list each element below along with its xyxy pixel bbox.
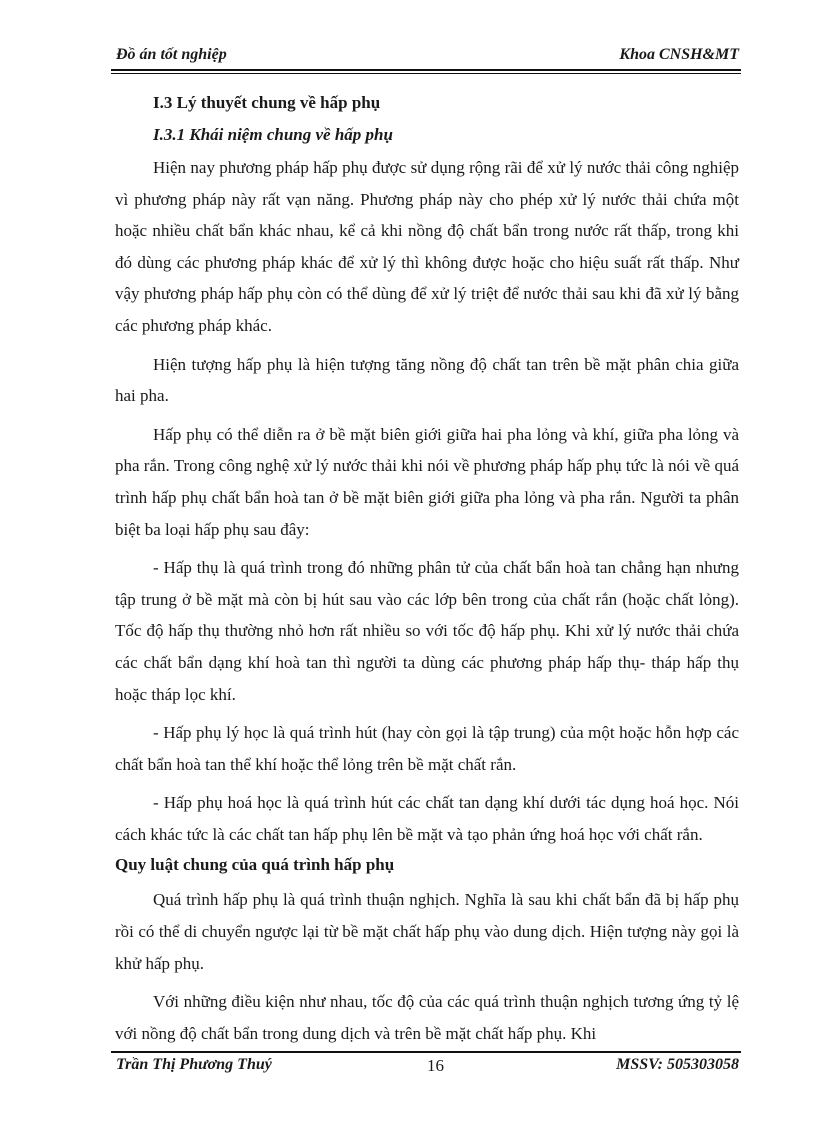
footer-author: Trần Thị Phương Thuý [116,1056,272,1073]
list-paragraph: - Hấp phụ hoá học là quá trình hút các chất tan dạng khí dưới tác dụng hoá học. Nói cách khác tức là các chất tan hấp phụ lên bề mặt và tạo phản ứng hoá học với chất rắn. [115,793,739,844]
paragraph: Hấp phụ có thể diễn ra ở bề mặt biên giới giữa hai pha lỏng và khí, giữa pha lỏng và pha rắn. Trong công nghệ xử lý nước thải khi nói về phương pháp hấp phụ tức là nói về quá trình hấp phụ chất bẩn hoà tan ở bề mặt biên giới giữa pha lỏng và pha rắn. Người ta phân biệt ba loại hấp phụ sau đây: [115,424,739,539]
list-paragraph: - Hấp phụ lý học là quá trình hút (hay còn gọi là tập trung) của một hoặc hỗn hợp các chất bẩn hoà tan thể khí hoặc thể lỏng trên bề mặt chất rắn. [115,723,739,774]
section2-heading: Quy luật chung của quá trình hấp phụ [115,855,395,875]
footer-student-id: MSSV: 505303058 [616,1056,739,1073]
header-divider [111,69,741,71]
page-footer [113,1052,739,1080]
section-heading: I.3 Lý thuyết chung về hấp phụ [153,93,381,112]
page-number: 16 [427,1056,444,1075]
page-body [115,88,739,1049]
header-divider-thin [111,73,741,74]
header-faculty-label: Khoa CNSH&MT [619,46,739,63]
page-header [113,44,739,68]
header-thesis-label: Đồ án tốt nghiệp [116,46,227,63]
paragraph: Quá trình hấp phụ là quá trình thuận nghịch. Nghĩa là sau khi chất bẩn đã bị hấp phụ rồi có thể di chuyển ngược lại từ bề mặt chất hấp phụ vào dung dịch. Hiện tượng này gọi là khử hấp phụ. [115,890,739,973]
paragraph: Hiện nay phương pháp hấp phụ được sử dụng rộng rãi để xử lý nước thải công nghiệp vì phương pháp này rất vạn năng. Phương pháp này cho phép xử lý nước thải chứa một hoặc nhiều chất bẩn khác nhau, kể cả khi nồng độ chất bẩn trong nước rất thấp, trong khi đó dùng các phương pháp khác để xử lý thì không được hoặc cho hiệu suất rất thấp. Như vậy phương pháp hấp phụ còn có thể dùng để xử lý triệt để nước thải sau khi đã xử lý bằng các phương pháp khác. [115,158,739,335]
paragraph: Với những điều kiện như nhau, tốc độ của các quá trình thuận nghịch tương ứng tỷ lệ với nồng độ chất bẩn trong dung dịch và trên bề mặt chất hấp phụ. Khi [115,992,739,1043]
subsection-heading: I.3.1 Khái niệm chung về hấp phụ [153,125,393,144]
list-paragraph: - Hấp thụ là quá trình trong đó những phân tử của chất bẩn hoà tan chẳng hạn nhưng tập trung ở bề mặt mà còn bị hút sau vào các lớp bên trong của chất rắn (hoặc chất lỏng). Tốc độ hấp thụ thường nhỏ hơn rất nhiều so với tốc độ hấp phụ. Khi xử lý nước thải chứa các chất bẩn dạng khí hoà tan thì người ta dùng các phương pháp hấp thụ- tháp hấp thụ hoặc tháp lọc khí. [115,558,739,704]
paragraph: Hiện tượng hấp phụ là hiện tượng tăng nồng độ chất tan trên bề mặt phân chia giữa hai pha. [115,354,739,406]
